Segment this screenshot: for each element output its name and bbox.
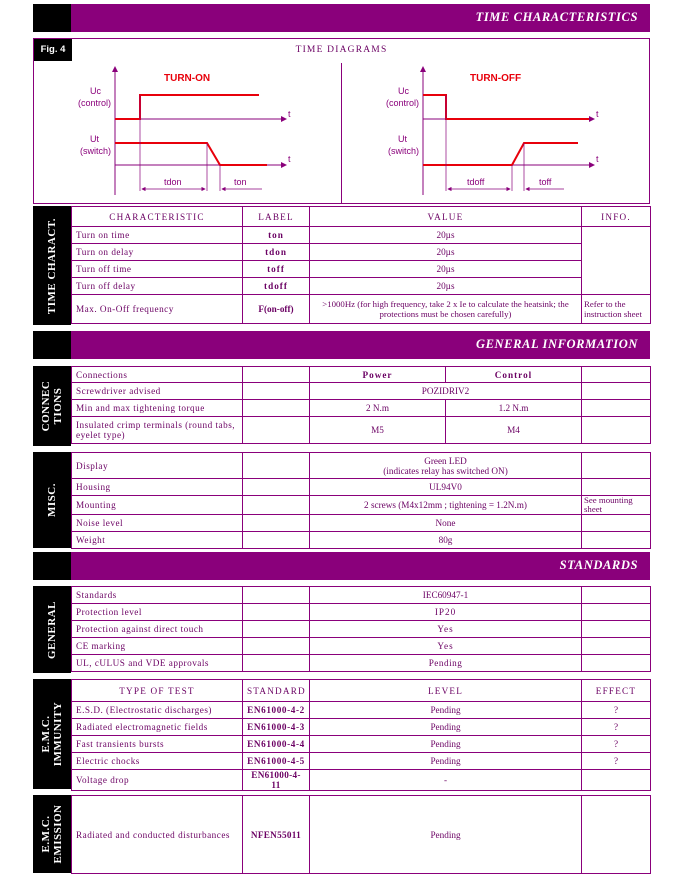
ton-label: ton	[234, 177, 247, 187]
table-row: Noise level None	[72, 515, 651, 532]
table-row: Display Green LED (indicates relay has switched ON)	[72, 453, 651, 479]
section-title: GENERAL INFORMATION	[475, 337, 638, 351]
side-label-emc-emission: E.M.C. EMISSION	[33, 795, 71, 873]
table-row: E.S.D. (Electrostatic discharges) EN61000-4-2 Pending ?	[72, 702, 651, 719]
uc-label: Uc	[90, 86, 101, 96]
table-row: Min and max tightening torque 2 N.m 1.2 N.m	[72, 400, 651, 417]
diagram-title: TIME DIAGRAMS	[295, 45, 388, 55]
header-characteristic: CHARACTERISTIC	[72, 207, 243, 227]
table-header-row	[72, 680, 651, 702]
table-row: Turn on time ton 20µs	[72, 227, 651, 244]
time-characteristics-table	[71, 206, 651, 324]
figure-label: Fig. 4	[34, 39, 72, 61]
turn-on-diagram	[78, 67, 291, 195]
connections-table	[71, 366, 651, 444]
turn-on-label: TURN-ON	[164, 73, 211, 84]
table-row: Housing UL94V0	[72, 479, 651, 496]
header-level: LEVEL	[310, 680, 582, 702]
side-label-time: TIME CHARACT.	[33, 206, 71, 325]
ut-sub-label: (switch)	[80, 146, 111, 156]
table-row: UL, cULUS and VDE approvals Pending	[72, 655, 651, 672]
table-row: Fast transients bursts EN61000-4-4 Pending ?	[72, 736, 651, 753]
ut-sub-label: (switch)	[388, 146, 419, 156]
toff-label: toff	[539, 177, 552, 187]
side-label-misc: MISC.	[33, 452, 71, 548]
table-row: Turn on delay tdon 20µs	[72, 244, 651, 261]
table-row: Turn off delay tdoff 20µs	[72, 278, 651, 295]
ut-label: Ut	[398, 134, 407, 144]
table-row: Voltage drop EN61000-4-11 -	[72, 770, 651, 791]
section-title: TIME CHARACTERISTICS	[475, 10, 638, 24]
side-label-emc-immunity: E.M.C. IMMUNITY	[33, 679, 71, 789]
table-row: Electric chocks EN61000-4-5 Pending ?	[72, 753, 651, 770]
turn-off-label: TURN-OFF	[470, 73, 522, 84]
table-row: Weight 80g	[72, 532, 651, 549]
header-info: INFO.	[582, 207, 651, 227]
tdon-label: tdon	[164, 177, 182, 187]
table-row: Insulated crimp terminals (round tabs, eyelet type) M5 M4	[72, 417, 651, 444]
t-axis-label: t	[288, 154, 291, 164]
section-title: STANDARDS	[559, 558, 638, 572]
table-row: Standards IEC60947-1	[72, 587, 651, 604]
table-row: Mounting 2 screws (M4x12mm ; tightening = 1.2N.m) See mounting sheet	[72, 496, 651, 515]
header-black-block	[33, 331, 71, 359]
t-axis-label: t	[596, 109, 599, 119]
header-label: LABEL	[243, 207, 310, 227]
table-header-row	[72, 207, 651, 227]
side-label-general: GENERAL	[33, 586, 71, 673]
emc-emission-table	[71, 795, 651, 874]
table-row: Radiated electromagnetic fields EN61000-4-3 Pending ?	[72, 719, 651, 736]
standards-header	[33, 552, 650, 580]
header-black-block	[33, 552, 71, 580]
table-row: Max. On-Off frequency F(on-off) >1000Hz (for high frequency, take 2 x Ie to calculate the heatsink; the protections must be chosen carefully) Refer to the instruction sheet	[72, 295, 651, 324]
general-standards-table	[71, 586, 651, 672]
ut-label: Ut	[90, 134, 99, 144]
header-standard: STANDARD	[243, 680, 310, 702]
table-row: CE marking Yes	[72, 638, 651, 655]
diagram-svg	[34, 39, 649, 203]
table-row: Connections Power Control	[72, 367, 651, 383]
emc-immunity-table	[71, 679, 651, 791]
uc-label: Uc	[398, 86, 409, 96]
table-row: Protection level IP20	[72, 604, 651, 621]
side-label-connections: CONNEC TIONS	[33, 366, 71, 446]
uc-sub-label: (control)	[386, 98, 420, 108]
header-value: VALUE	[310, 207, 582, 227]
table-row: Turn off time toff 20µs	[72, 261, 651, 278]
time-diagrams-box	[33, 38, 650, 204]
general-information-header	[33, 331, 650, 359]
table-row: Radiated and conducted disturbances NFEN55011 Pending	[72, 796, 651, 874]
turn-off-diagram	[386, 67, 599, 195]
time-characteristics-header	[33, 4, 650, 32]
table-row: Screwdriver advised POZIDRIV2	[72, 383, 651, 400]
uc-sub-label: (control)	[78, 98, 112, 108]
tdoff-label: tdoff	[467, 177, 485, 187]
header-black-block	[33, 4, 71, 32]
header-type-of-test: TYPE OF TEST	[72, 680, 243, 702]
t-axis-label: t	[596, 154, 599, 164]
header-effect: EFFECT	[582, 680, 651, 702]
t-axis-label: t	[288, 109, 291, 119]
table-row: Protection against direct touch Yes	[72, 621, 651, 638]
misc-table	[71, 452, 651, 549]
